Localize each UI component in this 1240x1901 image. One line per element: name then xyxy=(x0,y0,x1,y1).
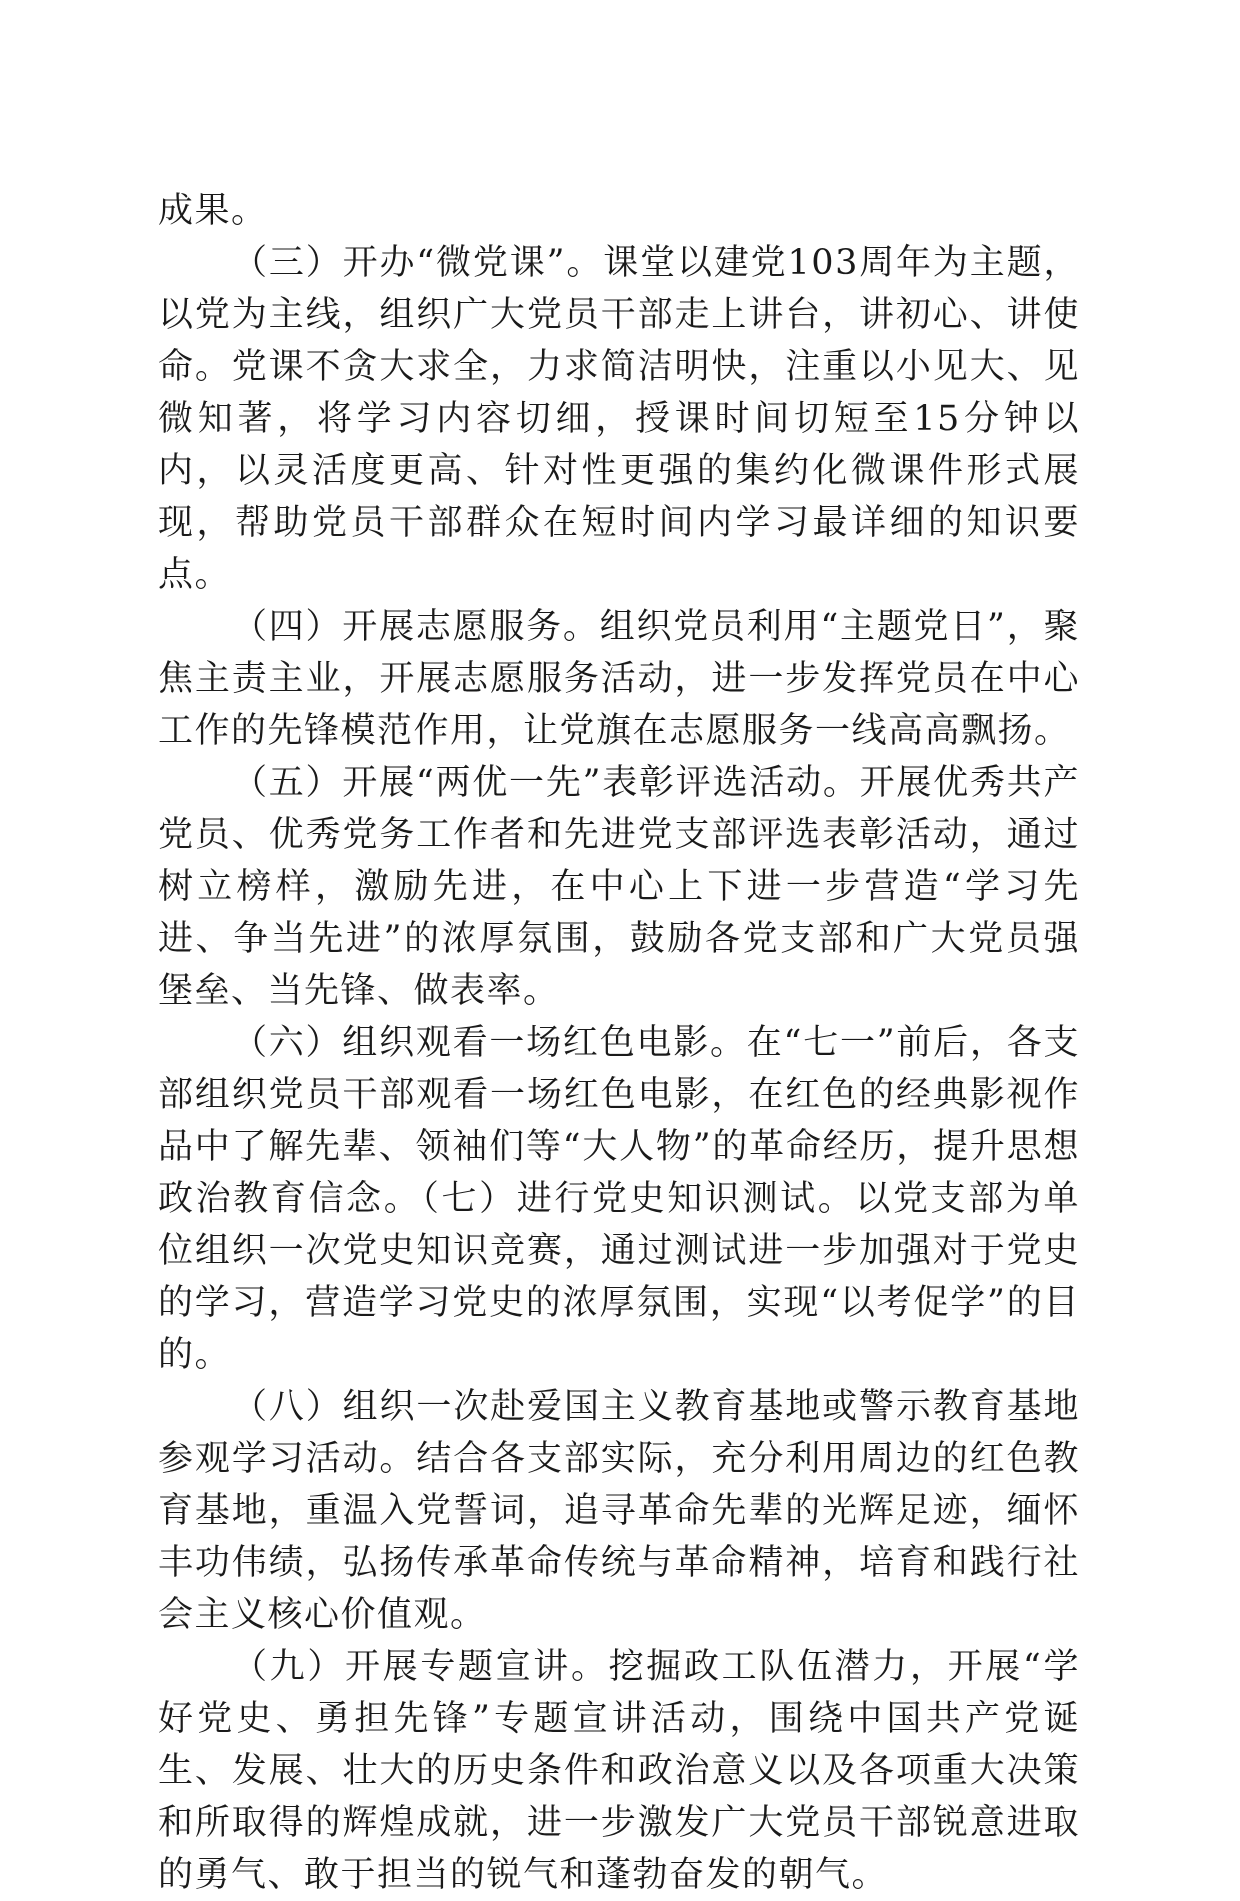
paragraph-special-lecture: （九）开展专题宣讲。挖掘政工队伍潜力，开展“学好党史、勇担先锋”专题宣讲活动，围绕中国共产党诞生、发展、壮大的历史条件和政治意义以及各项重大决策和所取得的辉煌成就，进一步激发广大党员干部锐意进取的勇气、敢于担当的锐气和蓬勃奋发的朝气。 xyxy=(158,1647,1080,1895)
document-body xyxy=(158,185,1080,1901)
paragraph-two-excellent-one-advanced: （五）开展“两优一先”表彰评选活动。开展优秀共产党员、优秀党务工作者和先进党支部评选表彰活动，通过树立榜样，激励先进，在中心上下进一步营造“学习先进、争当先进”的浓厚氛围，鼓励各党支部和广大党员强堡垒、当先锋、做表率。 xyxy=(158,763,1080,1011)
paragraph-education-base-visit: （八）组织一次赴爱国主义教育基地或警示教育基地参观学习活动。结合各支部实际，充分利用周边的红色教育基地，重温入党誓词，追寻革命先辈的光辉足迹，缅怀丰功伟绩，弘扬传承革命传统与革命精神，培育和践行社会主义核心价值观。 xyxy=(158,1387,1080,1635)
paragraph-continuation: 成果。 xyxy=(158,191,268,231)
paragraph-volunteer-service: （四）开展志愿服务。组织党员利用“主题党日”，聚焦主责主业，开展志愿服务活动，进一步发挥党员在中心工作的先锋模范作用，让党旗在志愿服务一线高高飘扬。 xyxy=(158,607,1080,751)
paragraph-micro-party-lesson: （三）开办“微党课”。课堂以建党103周年为主题，以党为主线，组织广大党员干部走上讲台，讲初心、讲使命。党课不贪大求全，力求简洁明快，注重以小见大、见微知著，将学习内容切细，授课时间切短至15分钟以内，以灵活度更高、针对性更强的集约化微课件形式展现，帮助党员干部群众在短时间内学习最详细的知识要点。 xyxy=(158,243,1080,595)
paragraph-red-film-and-quiz: （六）组织观看一场红色电影。在“七一”前后，各支部组织党员干部观看一场红色电影，在红色的经典影视作品中了解先辈、领袖们等“大人物”的革命经历，提升思想政治教育信念。（七）进行党史知识测试。以党支部为单位组织一次党史知识竞赛，通过测试进一步加强对于党史的学习，营造学习党史的浓厚氛围，实现“以考促学”的目的。 xyxy=(158,1023,1080,1375)
